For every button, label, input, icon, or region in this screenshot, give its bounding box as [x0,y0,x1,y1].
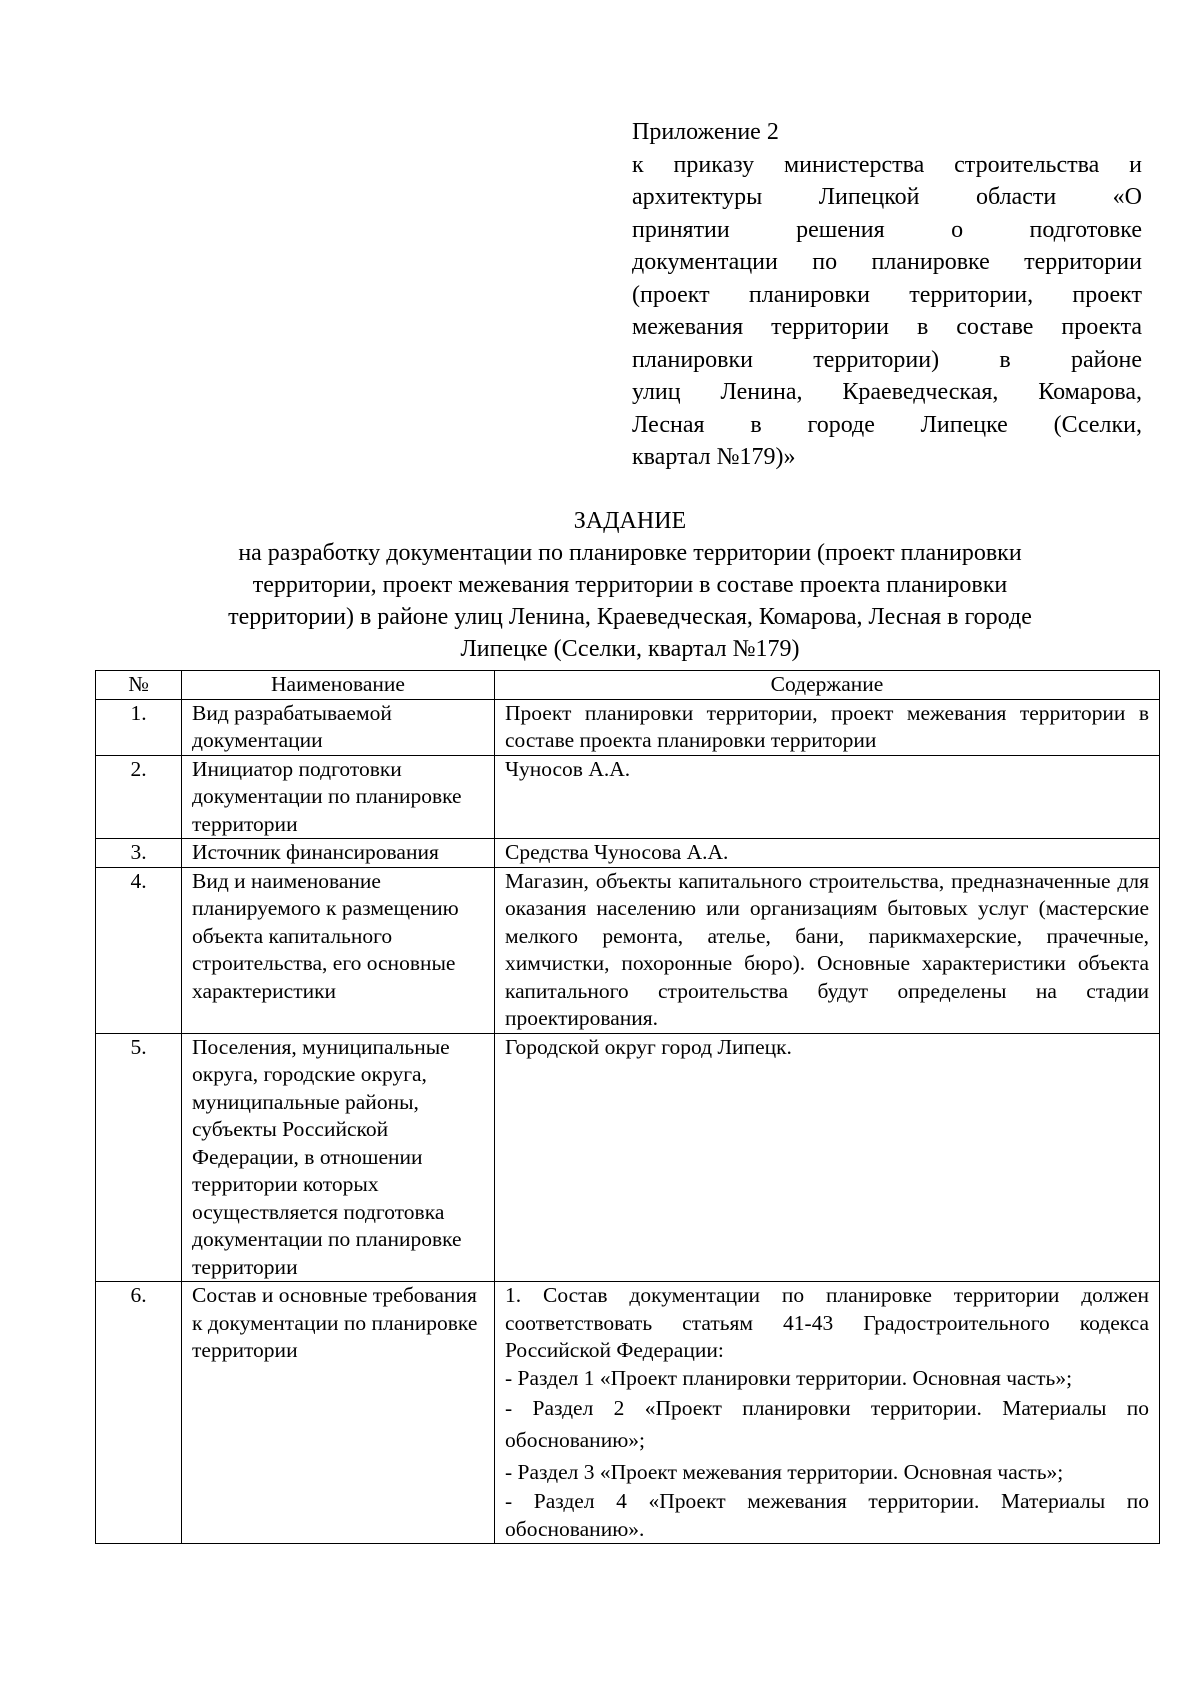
task-table [95,670,1160,1544]
row-content [495,1282,1160,1544]
table-row [96,1282,1160,1544]
row-name: Поселения, муниципальные округа, городские округа, муниципальные районы, субъекты Российской Федерации, в отношении территории которых осуществляется подготовка документации по планировке территории [182,1033,495,1282]
title-line: территории) в районе улиц Ленина, Краеведческая, Комарова, Лесная в городе [228,604,1032,630]
row-name: Состав и основные требования к документации по планировке территории [182,1282,495,1544]
table-row [96,755,1160,839]
requirements-item: - Раздел 4 «Проект межевания территории. Материалы по обоснованию». [505,1489,1149,1541]
row-num: 1. [96,699,182,755]
table-row [96,839,1160,868]
appendix-line: межевания территории в составе проекта [632,314,1142,340]
row-content: Чуносов А.А. [495,755,1160,839]
table-header-row [96,671,1160,700]
table-row [96,867,1160,1033]
appendix-line: архитектуры Липецкой области «О [632,184,1142,210]
title-line: Липецке (Сселки, квартал №179) [460,636,800,662]
row-name: Источник финансирования [182,839,495,868]
row-content: Проект планировки территории, проект межевания территории в составе проекта планировки территории [495,699,1160,755]
title-heading: ЗАДАНИЕ [573,508,687,534]
header-name: Наименование [182,671,495,700]
row-num: 3. [96,839,182,868]
row-name: Инициатор подготовки документации по планировке территории [182,755,495,839]
table-row [96,699,1160,755]
appendix-line: квартал №179)» [632,444,796,470]
header-num: № [96,671,182,700]
appendix-line: к приказу министерства строительства и [632,151,1142,178]
row-content: Магазин, объекты капитального строительства, предназначенные для оказания населению или организациям бытовых услуг (мастерские мелкого ремонта, ателье, бани, парикмахерские, прачечные, химчистки, похоронные бюро). Основные характеристики объекта капитального строительства будут определены на стадии проектирования. [495,867,1160,1033]
row-name: Вид и наименование планируемого к размещению объекта капитального строительства, его основные характеристики [182,867,495,1033]
row-name: Вид разрабатываемой документации [182,699,495,755]
title-line: на разработку документации по планировке территории (проект планировки [238,540,1022,566]
row-num: 5. [96,1033,182,1282]
row-num: 4. [96,867,182,1033]
requirements-item: - Раздел 2 «Проект планировки территории. Материалы по обоснованию»; [505,1396,1149,1452]
appendix-line: (проект планировки территории, проект [632,281,1142,308]
appendix-line: Приложение 2 [632,119,779,145]
requirements-intro: 1. Состав документации по планировке территории должен соответствовать статьям 41-43 Градостроительного кодекса Российской Федерации: [505,1283,1149,1362]
row-num: 2. [96,755,182,839]
header-content: Содержание [495,671,1160,700]
appendix-line: Лесная в городе Липецке (Сселки, [632,411,1142,438]
document-title [95,505,1165,665]
appendix-line: принятии решения о подготовке [632,216,1142,243]
row-content: Средства Чуносова А.А. [495,839,1160,868]
appendix-line: улиц Ленина, Краеведческая, Комарова, [632,379,1142,405]
requirements-item: - Раздел 3 «Проект межевания территории. Основная часть»; [505,1460,1064,1484]
appendix-block [632,116,1142,474]
title-line: территории, проект межевания территории в составе проекта планировки [252,572,1008,598]
row-num: 6. [96,1282,182,1544]
appendix-line: планировки территории) в районе [632,346,1142,373]
table-row [96,1033,1160,1282]
row-content: Городской округ город Липецк. [495,1033,1160,1282]
appendix-line: документации по планировке территории [632,249,1142,275]
requirements-item: - Раздел 1 «Проект планировки территории. Основная часть»; [505,1365,1073,1390]
